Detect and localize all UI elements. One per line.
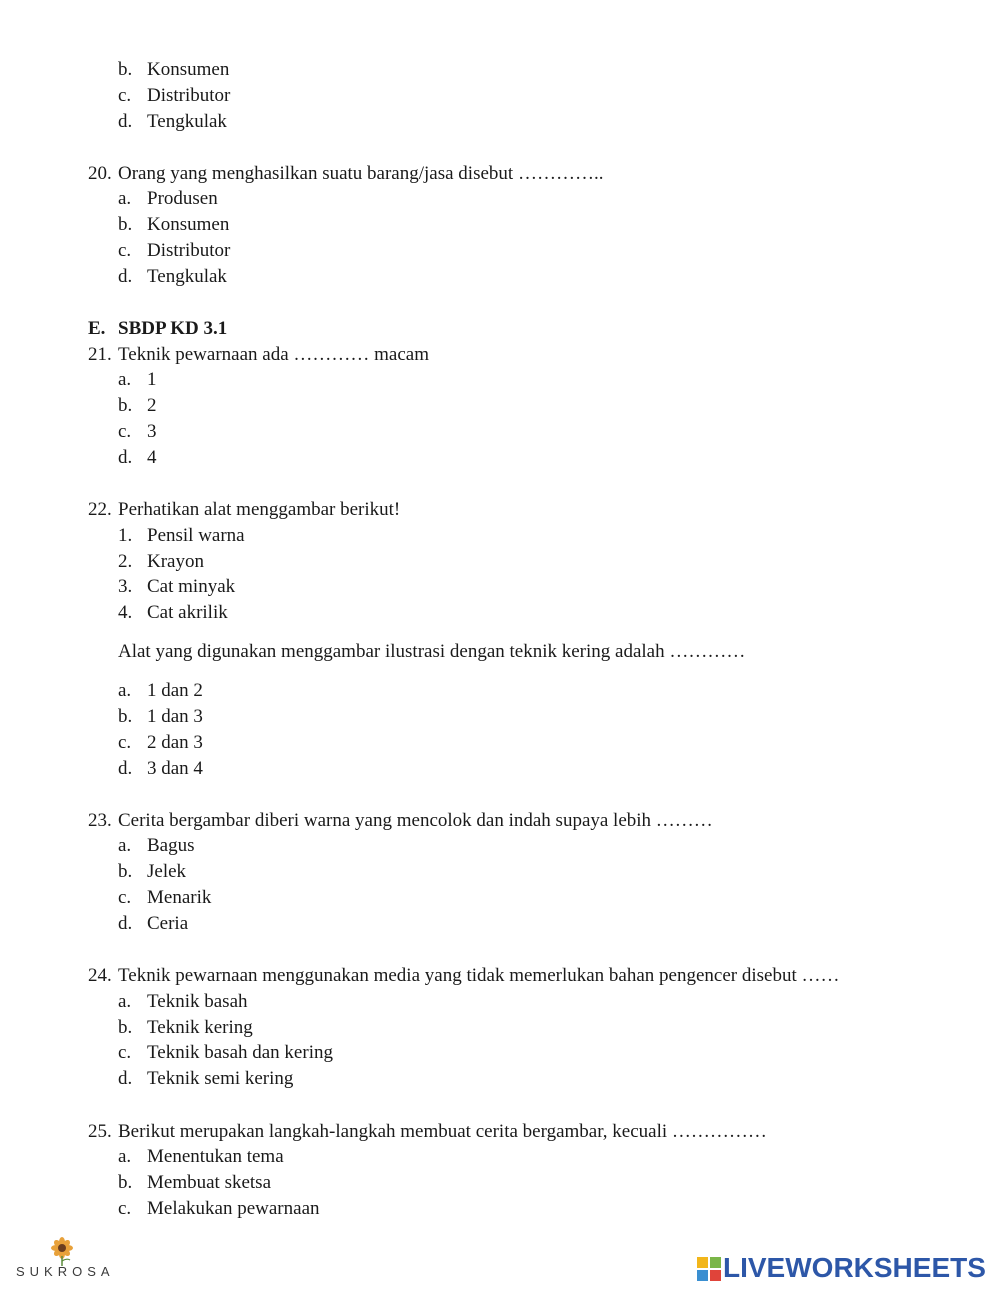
option-row bbox=[0, 446, 1000, 470]
question-25 bbox=[0, 1120, 1000, 1144]
option-row bbox=[0, 757, 1000, 781]
option-text: 1 bbox=[147, 369, 157, 390]
option-row bbox=[0, 860, 1000, 884]
list-number: 4. bbox=[118, 602, 133, 623]
list-number: 3. bbox=[118, 576, 133, 597]
option-letter: a. bbox=[118, 369, 132, 390]
option-text: Menarik bbox=[147, 887, 212, 908]
option-row bbox=[0, 1171, 1000, 1195]
option-letter: d. bbox=[118, 758, 133, 779]
option-text: Teknik kering bbox=[147, 1017, 253, 1038]
option-text: 3 bbox=[147, 421, 157, 442]
option-row bbox=[0, 705, 1000, 729]
option-letter: c. bbox=[118, 1042, 132, 1063]
option-text: 3 dan 4 bbox=[147, 758, 203, 779]
option-letter: c. bbox=[118, 85, 132, 106]
list-number: 2. bbox=[118, 551, 133, 572]
option-row bbox=[0, 1067, 1000, 1091]
option-row bbox=[0, 679, 1000, 703]
option-row bbox=[0, 213, 1000, 237]
option-row bbox=[0, 58, 1000, 82]
option-row bbox=[0, 731, 1000, 755]
list-item bbox=[0, 524, 1000, 548]
option-text: Melakukan pewarnaan bbox=[147, 1198, 320, 1219]
list-number: 1. bbox=[118, 525, 133, 546]
option-row bbox=[0, 834, 1000, 858]
section-letter: E. bbox=[88, 318, 106, 339]
option-row bbox=[0, 394, 1000, 418]
option-letter: a. bbox=[118, 188, 132, 209]
option-row bbox=[0, 239, 1000, 263]
list-text: Cat akrilik bbox=[147, 602, 228, 623]
option-letter: a. bbox=[118, 1146, 132, 1167]
question-text: Orang yang menghasilkan suatu barang/jasa disebut ………….. bbox=[118, 163, 604, 184]
option-text: Tengkulak bbox=[147, 111, 227, 132]
option-letter: d. bbox=[118, 1068, 133, 1089]
option-row bbox=[0, 912, 1000, 936]
option-letter: b. bbox=[118, 1172, 133, 1193]
prompt-text: Alat yang digunakan menggambar ilustrasi dengan teknik kering adalah ………… bbox=[118, 641, 746, 662]
option-row bbox=[0, 1041, 1000, 1065]
list-text: Pensil warna bbox=[147, 525, 245, 546]
option-letter: a. bbox=[118, 835, 132, 856]
option-text: Tengkulak bbox=[147, 266, 227, 287]
option-letter: c. bbox=[118, 240, 132, 261]
question-21 bbox=[0, 343, 1000, 367]
section-heading bbox=[0, 317, 1000, 341]
option-letter: d. bbox=[118, 266, 133, 287]
option-text: Ceria bbox=[147, 913, 189, 934]
option-text: Menentukan tema bbox=[147, 1146, 284, 1167]
option-row bbox=[0, 368, 1000, 392]
option-letter: c. bbox=[118, 421, 132, 442]
option-text: 4 bbox=[147, 447, 157, 468]
option-letter: a. bbox=[118, 680, 132, 701]
section-title: SBDP KD 3.1 bbox=[118, 318, 228, 339]
option-letter: b. bbox=[118, 1017, 133, 1038]
option-letter: b. bbox=[118, 706, 133, 727]
option-row bbox=[0, 990, 1000, 1014]
option-row bbox=[0, 110, 1000, 134]
question-number: 25. bbox=[88, 1121, 112, 1142]
option-letter: c. bbox=[118, 1198, 132, 1219]
option-text: Teknik basah dan kering bbox=[147, 1042, 333, 1063]
option-letter: d. bbox=[118, 913, 133, 934]
option-letter: a. bbox=[118, 991, 132, 1012]
question-text: Teknik pewarnaan menggunakan media yang tidak memerlukan bahan pengencer disebut …… bbox=[118, 965, 840, 986]
option-text: 2 bbox=[147, 395, 157, 416]
sukrosa-wordmark: SUKROSA bbox=[16, 1264, 115, 1279]
list-item bbox=[0, 601, 1000, 625]
option-text: Bagus bbox=[147, 835, 195, 856]
question-number: 23. bbox=[88, 810, 112, 831]
option-text: Distributor bbox=[147, 85, 231, 106]
option-letter: d. bbox=[118, 447, 133, 468]
option-row bbox=[0, 84, 1000, 108]
option-text: Teknik semi kering bbox=[147, 1068, 294, 1089]
option-letter: c. bbox=[118, 887, 132, 908]
option-letter: b. bbox=[118, 214, 133, 235]
list-item bbox=[0, 550, 1000, 574]
liveworksheets-blocks-icon bbox=[697, 1257, 721, 1281]
question-23 bbox=[0, 809, 1000, 833]
option-row bbox=[0, 187, 1000, 211]
option-row bbox=[0, 1197, 1000, 1221]
liveworksheets-logo bbox=[697, 1254, 997, 1284]
question-24 bbox=[0, 964, 1000, 988]
sunflower-icon bbox=[42, 1236, 82, 1266]
option-row bbox=[0, 886, 1000, 910]
option-letter: b. bbox=[118, 395, 133, 416]
list-text: Cat minyak bbox=[147, 576, 236, 597]
question-20 bbox=[0, 162, 1000, 186]
option-row bbox=[0, 420, 1000, 444]
option-text: Konsumen bbox=[147, 214, 230, 235]
option-text: Jelek bbox=[147, 861, 187, 882]
option-text: 2 dan 3 bbox=[147, 732, 203, 753]
question-number: 22. bbox=[88, 499, 112, 520]
option-text: Membuat sketsa bbox=[147, 1172, 272, 1193]
list-item bbox=[0, 575, 1000, 599]
option-text: 1 dan 3 bbox=[147, 706, 203, 727]
question-number: 21. bbox=[88, 344, 112, 365]
option-letter: b. bbox=[118, 59, 133, 80]
option-text: Teknik basah bbox=[147, 991, 248, 1012]
question-text: Perhatikan alat menggambar berikut! bbox=[118, 499, 401, 520]
question-text: Teknik pewarnaan ada ………… macam bbox=[118, 344, 429, 365]
option-row bbox=[0, 1016, 1000, 1040]
option-text: Distributor bbox=[147, 240, 231, 261]
question-text: Berikut merupakan langkah-langkah membuat cerita bergambar, kecuali …………… bbox=[118, 1121, 767, 1142]
question-number: 24. bbox=[88, 965, 112, 986]
option-text: Konsumen bbox=[147, 59, 230, 80]
question-number: 20. bbox=[88, 163, 112, 184]
question-22 bbox=[0, 498, 1000, 522]
sukrosa-logo bbox=[12, 1236, 122, 1284]
question-text: Cerita bergambar diberi warna yang mencolok dan indah supaya lebih ……… bbox=[118, 810, 713, 831]
option-letter: d. bbox=[118, 111, 133, 132]
option-text: Produsen bbox=[147, 188, 218, 209]
list-text: Krayon bbox=[147, 551, 204, 572]
option-row bbox=[0, 265, 1000, 289]
question-prompt bbox=[0, 640, 1000, 664]
option-letter: c. bbox=[118, 732, 132, 753]
option-row bbox=[0, 1145, 1000, 1169]
liveworksheets-wordmark: LIVEWORKSHEETS bbox=[723, 1252, 986, 1283]
option-letter: b. bbox=[118, 861, 133, 882]
option-text: 1 dan 2 bbox=[147, 680, 203, 701]
